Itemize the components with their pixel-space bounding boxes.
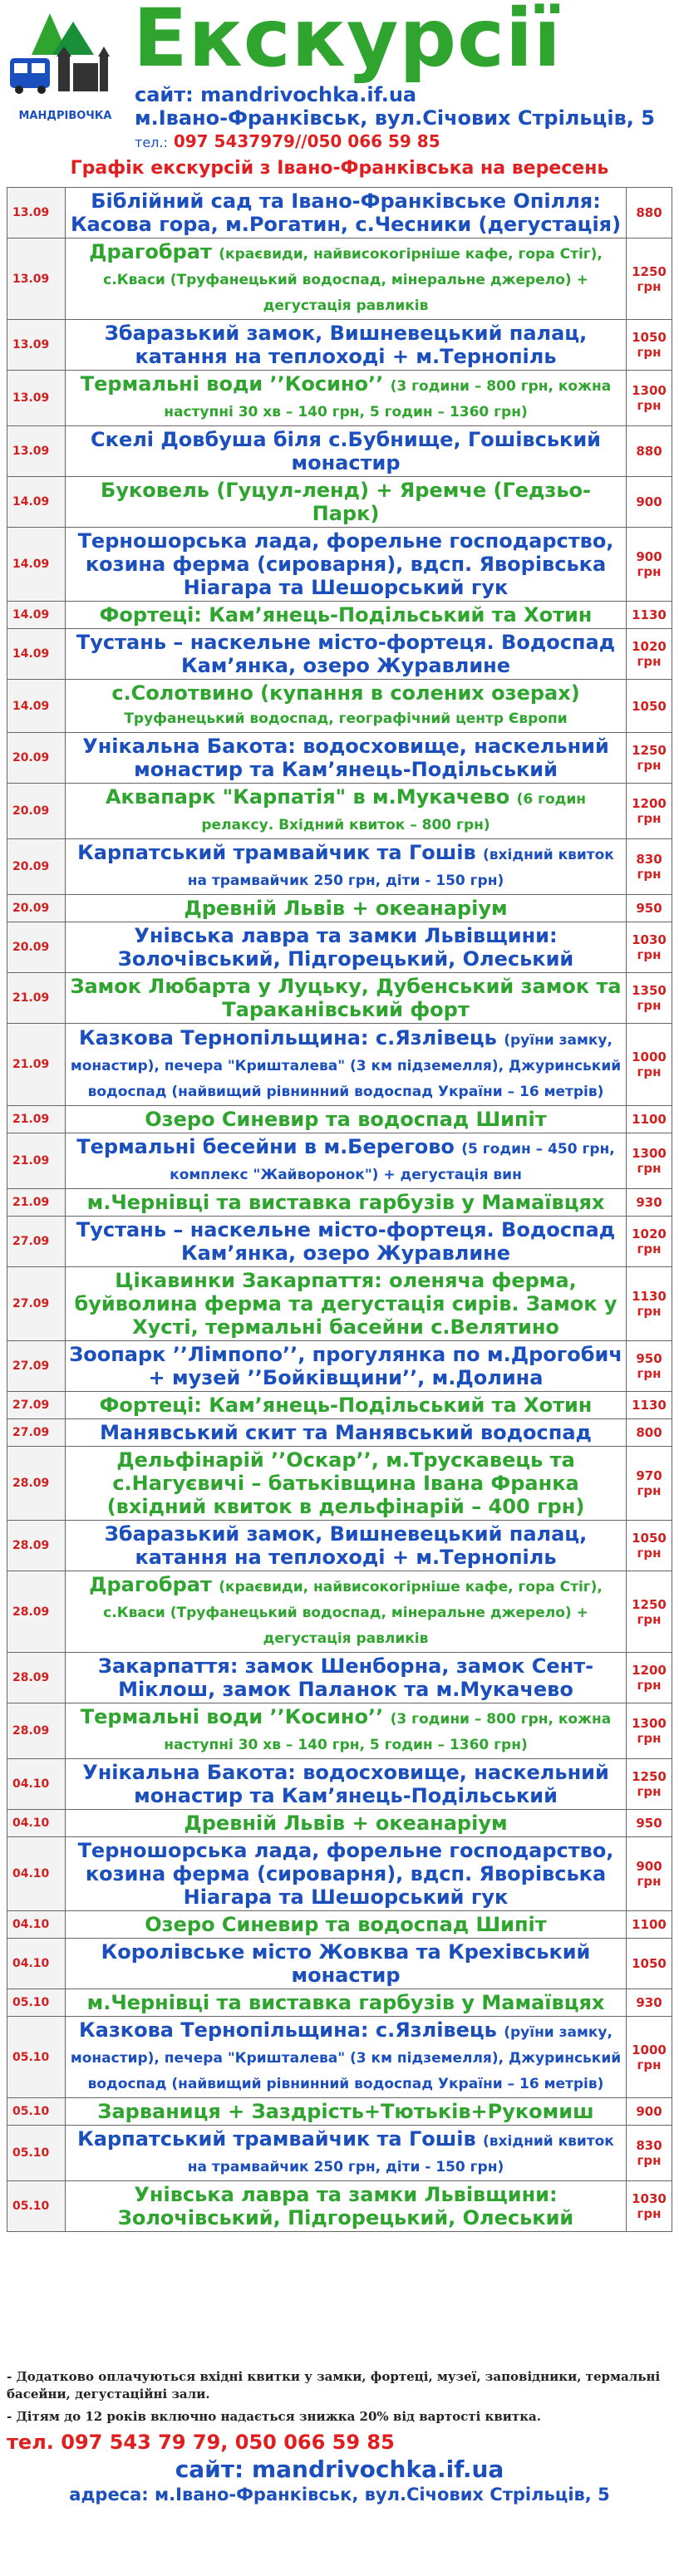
tour-detail: козина ферма (сироварня), вдсп. Яворівська Ніагара та Шешорський гук [85,553,607,599]
tour-price: 800 [627,1419,672,1447]
tour-title [66,528,627,602]
tour-price: 970 грн [627,1447,672,1521]
logo[interactable] [7,5,111,121]
tour-detail: (3 години – 800 грн, кожна наступні 30 хв – 140 грн, 5 годин – 1360 грн) [164,378,612,420]
tour-row[interactable] [7,238,672,320]
tour-date: 21.09 [7,1133,66,1189]
tour-date: 04.10 [7,1759,66,1810]
tour-main: Манявський скит та Манявський водоспад [100,1421,592,1444]
tour-main: Унівська лавра та замки Львівщини: [134,924,558,947]
tour-title [66,477,627,528]
tour-date: 14.09 [7,680,66,733]
tour-title [66,1703,627,1759]
tour-date: 27.09 [7,1341,66,1392]
tour-row[interactable] [7,1810,672,1837]
tour-price: 1020 грн [627,1217,672,1267]
phone-line [135,131,440,151]
tour-title [66,1989,627,2017]
tour-title [66,238,627,320]
tour-price: 930 [627,1989,672,2017]
tour-main: Карпатський трамвайчик та Гошів [77,2127,476,2151]
tour-main: Унівська лавра та замки Львівщини: [134,2183,558,2206]
tour-title [66,1911,627,1939]
tour-row[interactable] [7,1024,672,1106]
tour-row[interactable] [7,839,672,895]
tour-title [66,2017,627,2098]
tour-main: Збаразький замок, Вишневецький палац, [104,322,588,345]
tour-main: Озеро Синевир та водоспад Шипіт [145,1108,547,1131]
tour-row[interactable] [7,1521,672,1571]
tour-detail: буйволина ферма та дегустація сирів. Замок у Хусті, термальні басейни с.Велятино [74,1292,617,1339]
tour-date: 13.09 [7,371,66,426]
tour-price: 830 грн [627,2126,672,2181]
tour-title [66,1837,627,1911]
tour-date: 20.09 [7,784,66,839]
tour-price: 1130 [627,602,672,629]
tour-row[interactable] [7,733,672,784]
tour-title [66,733,627,784]
tour-date: 13.09 [7,320,66,371]
tour-price: 1000 грн [627,2017,672,2098]
tour-date: 28.09 [7,1653,66,1703]
tour-title [66,1341,627,1392]
tour-detail: (5 годин – 450 грн, комплекс "Жайворонок") + дегустація вин [170,1141,615,1183]
tour-title [66,922,627,973]
tour-row[interactable] [7,784,672,839]
tour-row[interactable] [7,1267,672,1341]
tour-price: 1200 грн [627,784,672,839]
tour-detail: (руїни замку, монастир), печера "Кришталева" (3 км підземелля), Джуринський водоспад (найвищий рівнинний водоспад України – 16 метрів) [70,2024,622,2092]
tour-row[interactable] [7,973,672,1024]
tour-main: Замок Любарта у Луцьку, Дубенський [70,975,514,998]
tour-main: Унікальна Бакота: водосховище, наскельний [82,735,609,758]
tour-row[interactable] [7,1106,672,1133]
tour-detail: Золочівський, Підгорецький, Олеський [117,2206,574,2229]
footer-site[interactable]: сайт: mandrivochka.if.ua [175,2456,504,2483]
tour-date: 28.09 [7,1521,66,1571]
tour-price: 880 [627,188,672,238]
tour-date: 20.09 [7,922,66,973]
tour-price: 1300 грн [627,1133,672,1189]
tour-row[interactable] [7,1989,672,2017]
tour-row[interactable] [7,2017,672,2098]
tour-row[interactable] [7,1133,672,1189]
tour-main: Буковель (Гуцул-ленд) + Яремче (Гедзьо-Парк) [101,479,591,525]
tour-title [66,1267,627,1341]
tour-row[interactable] [7,1571,672,1653]
tour-title [66,188,627,238]
tour-price: 1130 [627,1392,672,1419]
tour-main: Унікальна Бакота: водосховище, наскельний [82,1761,609,1784]
page-title: Екскурсії [133,0,562,85]
tour-main: Казкова Тернопільщина: с.Язлівець [79,1025,497,1050]
tour-price: 950 грн [627,1341,672,1392]
tour-date: 05.10 [7,2181,66,2232]
tour-title [66,629,627,680]
tour-row[interactable] [7,1653,672,1703]
tour-row[interactable] [7,371,672,426]
tour-main: Фортеці: Кам’янець-Подільський та Хотин [99,603,593,627]
tour-price: 1050 [627,1939,672,1989]
tour-title [66,1419,627,1447]
tour-main: Древній Львів + океанаріум [184,1812,508,1835]
tel-label: тел.: [135,135,168,150]
tour-price: 930 [627,1189,672,1217]
tour-price: 950 [627,895,672,922]
tour-price: 1350 грн [627,973,672,1024]
tour-title [66,1189,627,1217]
tour-price: 1250 грн [627,1759,672,1810]
logo-text: МАНДРІВОЧКА [18,110,112,122]
tour-detail: Гошівський монастир [291,428,601,474]
note-extra-tickets: - Додатково оплачуються вхідні квитки у замки, фортеці, музеї, заповідники, термальні басейни, дегустаційні зали. [7,2369,661,2401]
tour-price: 1020 грн [627,629,672,680]
tour-price: 1300 грн [627,1703,672,1759]
tour-date: 20.09 [7,895,66,922]
tour-detail: козина ферма (сироварня), вдсп. Яворівська Ніагара та Шешорський гук [85,1862,607,1909]
tour-detail: Касова гора, м.Рогатин, с.Чесники (дегустація) [70,213,622,236]
tour-main: Зоопарк ʼʼЛімпопоʼʼ, прогулянка по [69,1343,480,1366]
tour-row[interactable] [7,680,672,733]
tour-main: Зарваниця + Заздрість+Тютьків+Рукомиш [97,2100,594,2123]
tour-row[interactable] [7,320,672,371]
tour-price: 1050 грн [627,1521,672,1571]
tour-main: Біблійний сад та Івано-Франківське Опілля: [91,189,601,213]
tour-row[interactable] [7,1217,672,1267]
schedule-title: Графік екскурсій з Івано-Франківська на вересень [70,158,609,179]
site-link[interactable]: сайт: mandrivochka.if.ua [135,83,417,106]
tour-main: Дельфінарій ʼʼОскарʼʼ, м.Трускавець та [116,1448,575,1472]
tour-price: 1100 [627,1911,672,1939]
tour-title [66,320,627,371]
tour-main: Драгобрат [89,240,212,263]
tour-date: 05.10 [7,2098,66,2126]
tour-price: 1030 грн [627,922,672,973]
tour-title [66,1133,627,1189]
tour-detail: катання на теплоході + м.Тернопіль [135,1546,557,1569]
tour-title [66,1759,627,1810]
tour-title [66,680,627,733]
footer-address: адреса: м.Івано-Франківськ, вул.Січових Стрільців, 5 [69,2485,610,2505]
tour-date: 27.09 [7,1217,66,1267]
header [0,0,679,158]
tour-date: 21.09 [7,1024,66,1106]
tour-title [66,839,627,895]
tour-main: Драгобрат [89,1573,212,1596]
tour-price: 1130 грн [627,1267,672,1341]
tour-title [66,1810,627,1837]
tour-detail: Золочівський, Підгорецький, Олеський [117,947,574,971]
tour-detail: (краєвиди, найвисокогірніше кафе, гора Стіг), с.Кваси (Труфанецький водоспад, мінеральне джерело) + дегустація равликів [103,246,603,314]
tour-date: 21.09 [7,973,66,1024]
tour-date: 05.10 [7,1989,66,2017]
tour-main: Закарпаття: замок Шенборна, замок Сент- [97,1654,594,1678]
tour-title [66,602,627,629]
tour-main: Збаразький замок, Вишневецький палац, [104,1522,588,1546]
tour-price: 1100 [627,1106,672,1133]
tour-detail: м.Дрогобич + музей ʼʼБойківщиниʼʼ, м.Долина [148,1343,622,1389]
tour-date: 04.10 [7,1837,66,1911]
tour-row[interactable] [7,602,672,629]
tour-detail: монастир та Кам’янець-Подільський [134,1784,558,1807]
address: м.Івано-Франківськ, вул.Січових Стрільців, 5 [135,106,655,130]
tour-date: 13.09 [7,188,66,238]
tour-date: 27.09 [7,1419,66,1447]
tour-row[interactable] [7,1939,672,1989]
tour-row[interactable] [7,2126,672,2181]
tour-row[interactable] [7,188,672,238]
tour-title [66,973,627,1024]
tour-detail: Труфанецький водоспад, географічний центр Європи [124,710,568,727]
tour-detail: с.Нагуєвичі – батьківщина Івана Франка (вхідний квиток в дельфінарій – 400 грн) [106,1472,585,1518]
note-children-discount: - Дітям до 12 років включно надається знижка 20% від вартості квитка. [7,2409,541,2424]
tour-title [66,1392,627,1419]
tour-detail: (вхідний квиток на трамвайчик 250 грн, діти - 150 грн) [187,847,614,889]
tour-title [66,1447,627,1521]
tour-title [66,1939,627,1989]
tour-price: 900 грн [627,528,672,602]
tour-price: 900 [627,477,672,528]
tour-main: Тустань – наскельне місто-фортеця. [76,631,494,654]
footer-phone[interactable]: тел. 097 543 79 79, 050 066 59 85 [7,2431,395,2454]
tour-main: Скелі Довбуша біля с.Бубнище, [91,428,461,451]
tour-row[interactable] [7,629,672,680]
tour-date: 21.09 [7,1106,66,1133]
tour-price: 1030 грн [627,2181,672,2232]
tour-main: Карпатський трамвайчик та Гошів [77,841,476,864]
tour-detail: (руїни замку, монастир), печера "Кришталева" (3 км підземелля), Джуринський водоспад (найвищий рівнинний водоспад України – 16 метрів) [70,1031,622,1100]
tour-main: Термальні бесейни в м.Берегово [76,1135,455,1158]
tour-main: Терношорська лада, форельне господарство, [77,1839,614,1862]
tour-main: с.Солотвино (купання в солених озерах) [111,681,580,705]
tour-row[interactable] [7,1759,672,1810]
tour-date: 13.09 [7,238,66,320]
tour-title [66,1217,627,1267]
tour-title [66,1106,627,1133]
tour-detail: Міклош, замок Паланок та м.Мукачево [118,1678,573,1701]
tour-row[interactable] [7,477,672,528]
tour-row[interactable] [7,1392,672,1419]
tour-date: 04.10 [7,1911,66,1939]
tour-detail: (краєвиди, найвисокогірніше кафе, гора Стіг), с.Кваси (Труфанецький водоспад, мінеральне джерело) + дегустація равликів [103,1579,603,1647]
tour-row[interactable] [7,2181,672,2232]
tours-table [7,187,672,2232]
tour-price: 880 [627,426,672,477]
tour-date: 04.10 [7,1810,66,1837]
tour-main: Термальні води ʼʼКосиноʼʼ [80,372,384,396]
tour-date: 14.09 [7,528,66,602]
tour-row[interactable] [7,1911,672,1939]
tour-title [66,1024,627,1106]
tour-row[interactable] [7,1189,672,1217]
tour-date: 14.09 [7,602,66,629]
tour-date: 05.10 [7,2017,66,2098]
tour-row[interactable] [7,1703,672,1759]
tour-date: 04.10 [7,1939,66,1989]
tour-detail: Водоспад Кам’янка, озеро Журавлине [180,631,616,677]
tour-title [66,895,627,922]
tour-price: 1200 грн [627,1653,672,1703]
tour-title [66,426,627,477]
tour-price: 900 грн [627,1837,672,1911]
tour-price: 1250 грн [627,238,672,320]
tour-main: Древній Львів + океанаріум [184,897,508,920]
tour-price: 1250 грн [627,733,672,784]
tour-detail: Водоспад Кам’янка, озеро Журавлине [180,1218,616,1265]
tour-price: 1050 [627,680,672,733]
tour-date: 05.10 [7,2126,66,2181]
tour-date: 20.09 [7,839,66,895]
tour-title [66,2098,627,2126]
tour-row[interactable] [7,895,672,922]
tour-price: 1250 грн [627,1571,672,1653]
tour-main: м.Чернівці та виставка гарбузів у Мамаївцях [86,1191,605,1214]
tour-main: Королівське місто Жовква та [101,1940,441,1964]
tour-detail: (3 години – 800 грн, кожна наступні 30 хв – 140 грн, 5 годин – 1360 грн) [164,1711,612,1753]
tour-price: 1000 грн [627,1024,672,1106]
tour-date: 28.09 [7,1571,66,1653]
tour-row[interactable] [7,528,672,602]
tour-title [66,1521,627,1571]
tour-detail: (6 годин релаксу. Вхідний квиток – 800 грн) [201,791,587,833]
tour-price: 1300 грн [627,371,672,426]
tour-price: 830 грн [627,839,672,895]
tour-main: Тустань – наскельне місто-фортеця. [76,1218,494,1241]
tour-date: 14.09 [7,477,66,528]
tour-main: Казкова Тернопільщина: с.Язлівець [79,2018,497,2042]
footer [7,2368,672,2505]
tour-title [66,784,627,839]
tour-row[interactable] [7,1837,672,1911]
tour-main: Цікавинки Закарпаття: оленяча ферма, [115,1269,577,1292]
phone-numbers[interactable]: 097 5437979//050 066 59 85 [167,131,440,151]
tour-detail: (вхідний квиток на трамвайчик 250 грн, діти - 150 грн) [187,2133,614,2175]
tour-main: м.Чернівці та виставка гарбузів у Мамаївцях [86,1991,605,2014]
tour-main: Терношорська лада, форельне господарство, [77,529,614,553]
tour-date: 27.09 [7,1267,66,1341]
tour-date: 28.09 [7,1703,66,1759]
tour-date: 20.09 [7,733,66,784]
tour-price: 900 [627,2098,672,2126]
tour-price: 950 [627,1810,672,1837]
tour-title [66,1571,627,1653]
tour-row[interactable] [7,2098,672,2126]
tour-date: 28.09 [7,1447,66,1521]
tour-main: Аквапарк "Карпатія" в м.Мукачево [105,785,510,809]
tour-main: Озеро Синевир та водоспад Шипіт [145,1913,547,1936]
tour-date: 13.09 [7,426,66,477]
tour-detail: замок та Тараканівський форт [222,975,622,1021]
tour-main: Термальні води ʼʼКосиноʼʼ [80,1705,384,1728]
tour-row[interactable] [7,1447,672,1521]
tour-title [66,2181,627,2232]
tour-title [66,371,627,426]
tour-main: Фортеці: Кам’янець-Подільський та Хотин [99,1394,593,1417]
tour-row[interactable] [7,1419,672,1447]
tour-detail: монастир та Кам’янець-Подільський [134,758,558,781]
tour-detail: Крехівський монастир [291,1940,591,1987]
tour-title [66,2126,627,2181]
tour-row[interactable] [7,426,672,477]
tour-title [66,1653,627,1703]
tour-detail: катання на теплоході + м.Тернопіль [135,345,557,368]
tour-row[interactable] [7,1341,672,1392]
tour-date: 27.09 [7,1392,66,1419]
bus-and-castle-logo-icon [7,5,111,109]
tour-price: 1050 грн [627,320,672,371]
tour-row[interactable] [7,922,672,973]
tour-date: 21.09 [7,1189,66,1217]
tour-date: 14.09 [7,629,66,680]
